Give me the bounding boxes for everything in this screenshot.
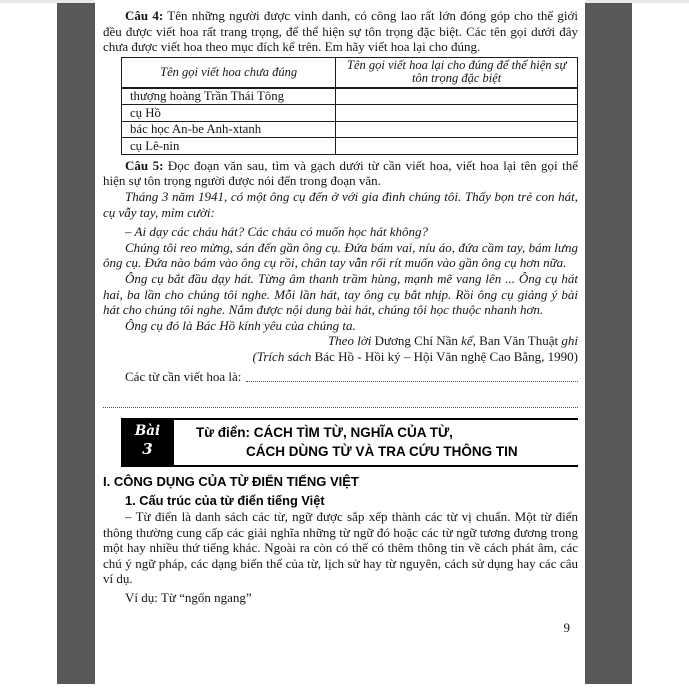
table-cell-answer-blank [336, 121, 578, 138]
left-gray-bar [57, 3, 95, 684]
story-paragraph-2: – Ai dạy các cháu hát? Các cháu có muốn học hát không? [125, 224, 429, 240]
subsection-heading: 1. Cấu trúc của từ điển tiếng Việt [125, 493, 325, 509]
table-header-row [122, 57, 578, 88]
dotted-blank [103, 395, 578, 408]
table-cell-wrong: thượng hoàng Trần Thái Tông [122, 88, 336, 105]
exercise4-intro [103, 8, 578, 55]
table-cell-answer-blank [336, 138, 578, 155]
dotted-blank [246, 369, 578, 382]
exercise4-text: Tên những người được vinh danh, có công lao rất lớn đóng góp cho thế giới đều được viết hoa rất trang trọng, để thể hiện sự tôn trọng đặc biệt. Các tên gọi dưới đây chưa được viết hoa theo mục đích kể trên. Em hãy viết hoa lại cho đúng. [103, 8, 578, 55]
exercise4-label: Câu 4: [125, 8, 164, 23]
table-cell-answer-blank [336, 88, 578, 105]
exercise5-text: Đọc đoạn văn sau, tìm và gạch dưới từ cần viết hoa, viết hoa lại tên gọi thể hiện sự tôn trọng người được nói đến trong đoạn văn. [103, 157, 578, 189]
answer-label: Các từ cần viết hoa là: [125, 368, 242, 384]
section-heading: I. CÔNG DỤNG CỦA TỪ ĐIỂN TIẾNG VIỆT [103, 474, 359, 490]
right-gray-bar [585, 3, 632, 684]
table-row [122, 138, 578, 155]
table-cell-wrong: cụ Lê-nin [122, 138, 336, 155]
lesson-paragraph: – Từ điển là danh sách các từ, ngữ được sắp xếp thành các từ vị chuẩn. Một từ điển thông thường cung cấp các giải nghĩa những từ ngữ đó hoặc các từ ngữ tương đương trong một hay nhiều thứ tiếng khác. Ngoài ra còn có thể có thêm thông tin về cách phát âm, các chú ý ngữ pháp, các dạng biến thể của từ, lịch sử hay từ nguyên, cách sử dụng hay các câu ví dụ. [103, 509, 578, 587]
answer-line-1 [103, 369, 578, 385]
table-row [122, 88, 578, 105]
example-line: Ví dụ: Từ “ngổn ngang” [125, 590, 252, 606]
table-header-correct: Tên gọi viết hoa lại cho đúng để thể hiện sự tôn trọng đặc biệt [336, 57, 578, 88]
attribution-segment: Bác Hồ - Hồi ký – Hội Văn nghệ Cao Bằng, 1990) [314, 348, 578, 364]
exercise5-intro [103, 158, 578, 189]
table-cell-answer-blank [336, 105, 578, 122]
attribution-segment: Dương Chí Nần [374, 333, 462, 349]
table-header-wrong: Tên gọi viết hoa chưa đúng [122, 57, 336, 88]
attribution-segment: Theo lời [327, 333, 375, 349]
table-cell-wrong: cụ Hồ [122, 105, 336, 122]
attribution-segment: , Ban Văn Thuật [472, 333, 562, 349]
attribution-segment: ghi [561, 333, 578, 349]
attribution-segment: kể [461, 333, 473, 349]
attribution-line-2 [103, 349, 578, 365]
table-cell-wrong: bác học An-be Anh-xtanh [122, 121, 336, 138]
lesson-title [174, 420, 578, 465]
story-paragraph-5: Ông cụ đó là Bác Hồ kính yêu của chúng ta. [125, 317, 356, 333]
attribution-segment: (Trích sách [252, 348, 315, 364]
lesson-title-line-1: Từ điển: CÁCH TÌM TỪ, NGHĨA CỦA TỪ, [196, 425, 453, 441]
story-paragraph-1: Tháng 3 năm 1941, có một ông cụ đến ở với gia đình chúng tôi. Thấy bọn trẻ con hát, cụ vẫy tay, mỉm cười: [103, 188, 578, 220]
story-paragraph-4: Ông cụ bắt đầu dạy hát. Từng âm thanh trầm hùng, mạnh mẽ vang lên ... Ông cụ hát hai, ba lần cho chúng tôi nghe. Mỗi lần hát, tay ông cụ bắt nhịp. Rồi ông cụ giảng ý bài hát cho chúng tôi nghe. Nắm được nội dung bài hát, chúng tôi học thuộc nhanh hơn. [103, 270, 578, 318]
lesson-header [121, 418, 578, 467]
lesson-badge [121, 420, 174, 465]
page-number: 9 [563, 619, 570, 635]
table-row [122, 105, 578, 122]
exercise5-label: Câu 5: [125, 157, 164, 173]
story-paragraph-3: Chúng tôi reo mừng, sán đến gần ông cụ. Đứa bám vai, níu áo, đứa cầm tay, bám lưng ông cụ. Đứa nào bám vào ông cụ rồi, chân tay vẫn rối rít muốn vào gần ông cụ hơn nữa. [103, 239, 578, 271]
answer-line-2 [103, 396, 578, 410]
table-row [122, 121, 578, 138]
document-page [95, 0, 585, 689]
attribution-line-1 [103, 333, 578, 349]
lesson-badge-word: Bài [134, 423, 161, 440]
lesson-badge-number: 3 [142, 440, 153, 459]
exercise4-table [121, 57, 578, 155]
lesson-title-line-2: CÁCH DÙNG TỪ VÀ TRA CỨU THÔNG TIN [246, 443, 518, 459]
